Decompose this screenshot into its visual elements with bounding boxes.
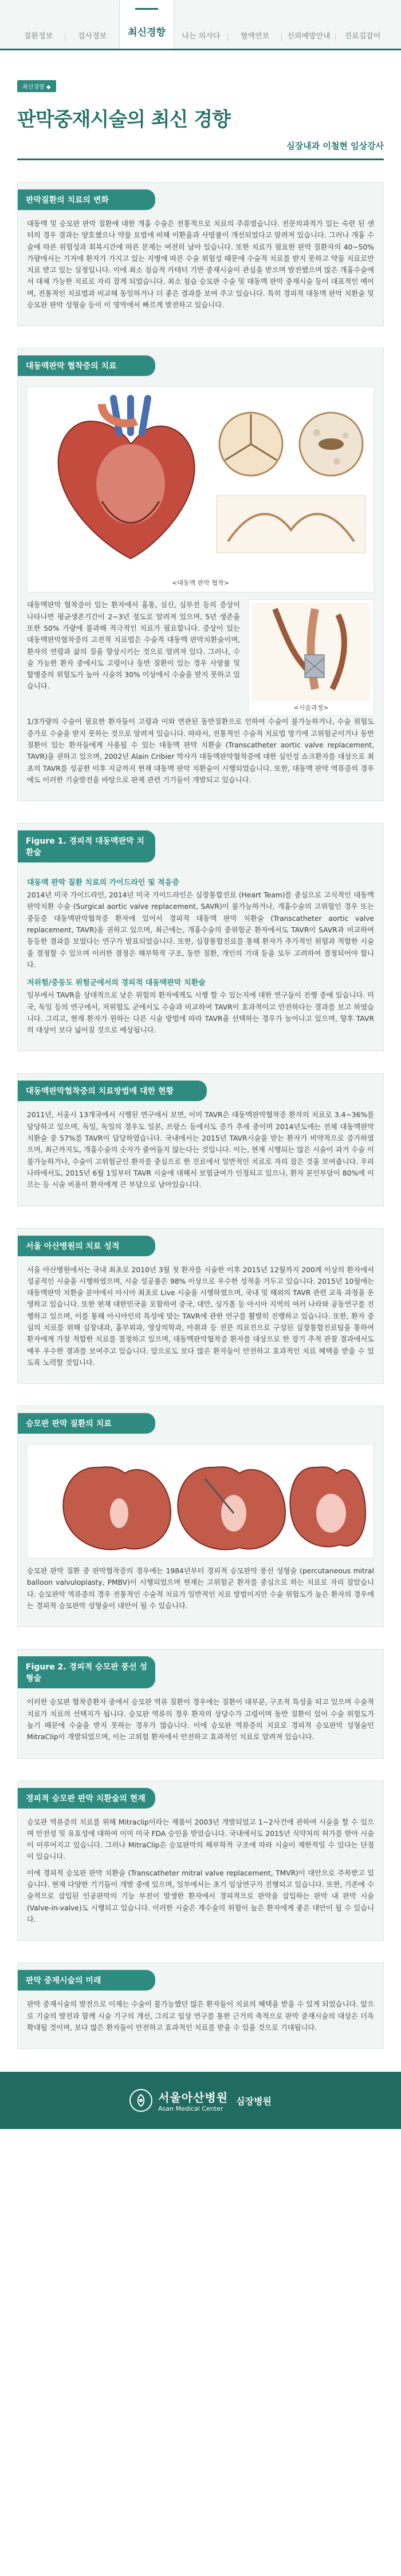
tab-disease-info[interactable]	[11, 0, 65, 49]
paragraph: 일부에서 TAVR을 상대적으로 낮은 위험의 환자에게도 시행 할 수 있는지에 대한 연구들이 진행 중에 있습니다. 미국, 독일 등의 연구에서, 저위험도 군에서도 수술과 비교하여 TAVR이 효과적이고 안전하다는 결과를 보고 하였습니다. 그리고, 현재 환자가 원하는 다른 시술 방법에 따라 TAVR을 선택하는 경우가 늘어나고 있으며, 향후 TAVR의 대상이 보다 넓어질 것으로 예상됩니다.	[27, 991, 374, 1035]
page-title: 판막중재시술의 최신 경향	[17, 108, 230, 131]
hospital-name: 서울아산병원	[158, 2091, 229, 2105]
paragraph: 1/3가량의 수술이 필요한 환자들이 고령과 이와 연관된 동반질환으로 인하여 수술이 불가능하거나, 수술 위험도 증가로 수술을 받지 못하는 것으로 알려져 있습니다. 따라서, 전통적인 수술적 치료법 방기에 고위험군이거나 동반질환이 있는 환자들에게 사용될 수 있는 대동맥 판막 치환술 (Transcatheter aortic valve replacement, TAVR)을 권하고 있으며, 2002년 Alain Cribier 박사가 대동맥판막협착증에 대한 심인성 쇼크환자를 대상으로 최초의 TAVR를 성공한 이후 지금까지 현재 대동맥 판막 치환술이 시행되었습니다. 또한, 대동맥 판막 역류증의 경우에도 이러한 기술발전을 바탕으로 판제 관련 기기들이 개발되고 있습니다.	[27, 718, 374, 784]
tab-blood-report[interactable]	[228, 0, 282, 49]
section-aortic-stenosis	[17, 348, 384, 801]
mitral-valve-figure	[27, 1444, 374, 1558]
section-heading: Figure 1. 경피적 대동맥판막 치환술	[18, 830, 155, 862]
department-name: 심장병원	[236, 2095, 272, 2107]
section-heading: 경피적 승모판 판막 치환술의 현재	[18, 1788, 155, 1809]
paragraph: 서울 아산병원에서는 국내 최초로 2010년 3월 첫 환자를 시술한 이후 2015년 12월까지 200례 이상의 환자에서 성공적인 시술을 시행하였으며, 시술 성공률은 98% 이상으로 우수한 성적을 거두고 있습니다. 2015년 10월에는 대동맥판막 치환술 분야에서 아시아 최초로 Live 시술을 시행하였으며, 국내 및 해외의 TAVR 관련 교육 과정을 운영하고 있습니다. 또한 현재 대한민국을 포함하여 중국, 대만, 싱가폴 등 아시아 지역의 여러 나라와 공동연구를 진행하고 있으며, 이를 통해 아시아인의 특성에 맞는 TAVR에 관한 연구를 활발히 진행하고 있습니다. 또한, 환자 중심의 치료를 위해 심장내과, 흉부외과, 영상의학과, 마취과 등 전문 의료진으로 구성된 심장통합진료팀을 통하여 환자에게 가장 적합한 치료를 결정하고 있으며, 대동맥판막협착증 환자를 대상으로 한 장기 추적 관찰 결과에서도 매우 우수한 결과를 보여주고 있습니다. 앞으로도 보다 많은 환자들이 안전하고 효과적인 치료 혜택을 받을 수 있도록 노력할 것입니다.	[27, 1265, 374, 1367]
paragraph: 승모판 역류증의 치료를 위해 Mitraclip이라는 제품이 2003년 개발되었고 1~2사건에 관하여 시술을 할 수 있으며 안전성 및 유효성에 대하여 이미 미국 FDA 승인을 받았습니다. 국내에서도 2015년 식약처의 허가를 받아 시술이 이루어지고 있습니다. 그러나 MitraClip은 승모판막의 해부학적 구조에 따라 시술이 제한적일 수 있다는 단점이 있습니다.	[27, 1818, 374, 1861]
section-heading: 대동맥판막 협착증의 치료	[18, 355, 155, 376]
section-heading: 판막질환의 치료의 변화	[18, 189, 155, 210]
mitral-balloon-illustration	[27, 1445, 375, 1558]
hospital-name-block	[158, 2088, 228, 2112]
tab-label: 신뢰예방안내	[287, 32, 331, 41]
title-divider	[17, 159, 384, 160]
hospital-logo-icon	[129, 2089, 152, 2112]
paragraph: 2011년, 서울시 13개국에서 시행된 연구에서 보면, 이미 TAVR은 대동맥판막협착증 환자의 치료로 3.4~36%를 담당하고 있으며, 독일, 독일의 경우도 일본, 프랑스 등에서도 증가 추세 중이며 2014년도에는 전체 대동맥판막 치환술 중 57%를 TAVR이 담당하였습니다. 국내에서는 2015년 TAVR시술을 받는 환자가 비약적으로 증가하였으며, 최근까지도, 개흉수술의 숫자가 줄어들지 않는다는 것입니다. 이는, 현재 시행되는 많은 시술이 과거 수술 이 불가능하거나, 수술이 고위험군인 환자를 중심으로 한 진료에서 일반적인 치료로 자리 잡은 것을 보여줍니다. 우리나라에서도, 2015년 6월 1일부터 TAVR 시술에 대해서 보험급여가 인정되고 있으나, 환자 본인부담이 80%에 이르는 등 시술 비용이 환자에게 큰 부담으로 남아있습니다.	[27, 1111, 374, 1189]
footer	[0, 2072, 401, 2129]
section-heading: 판막 중재시술의 미래	[18, 1970, 155, 1991]
section-figure2	[17, 1649, 384, 1758]
tab-label: 나는 의사다	[182, 32, 221, 41]
tab-prevention[interactable]	[282, 0, 336, 49]
tab-label: 질환정보	[23, 32, 53, 41]
procedure-figure	[248, 599, 374, 716]
author-line: 심장내과 이철현 임상강사	[286, 141, 384, 151]
section-heading: 승모판 판막 질환의 치료	[18, 1413, 155, 1434]
paragraph: 이러한 승모판 협착증환자 중에서 승모판 역류 질환이 경우에는 질환이 대부분, 구조적 특성을 띠고 있으며 수술적 치료가 치료의 선택지가 됩니다. 승모판 역류의 경우 환자의 상당수가 고령이며 동반 질환이 있어 수술 위험도가 높기 때문에 수술을 받지 못하는 경우가 많습니다. 이에 승모판 역류증의 치료로 경피적 승모판막 성형술인 MitraClip이 개발되었으며, 이는 고위험 환자에서 안전하고 효과적인 치료로 알려져 있습니다.	[27, 1698, 374, 1742]
tab-label: 검사정보	[77, 32, 107, 41]
paragraph: 승모판 판막 질환 중 판막협착증의 경우에는 1984년부터 경피적 승모판막 풍선 성형술 (percutaneous mitral balloon valvuloplasty, PMBV)이 시행되었으며 현재는 고위험군 환자를 중심으로 하는 치료로 자리 잡았습니다. 승모판막 역류증의 경우 전통적인 수술적 치료가 일반적인 치료 방법이지만 수술 위험도가 높은 환자의 경우에는 경피적 승모판막 성형술이 대안이 될 수 있습니다.	[27, 1567, 374, 1611]
section-treatment-status	[17, 1073, 384, 1206]
heart-valve-illustration	[27, 387, 376, 576]
section-mitral-disease	[17, 1406, 384, 1627]
catheter-procedure-illustration	[252, 603, 370, 701]
tab-label: 혈액연보	[240, 32, 270, 41]
tab-test-info[interactable]	[65, 0, 119, 49]
paragraph: 대동맥 및 승모판 판막 질환에 대한 개흉 수술은 전통적으로 치료의 주류였습니다. 전문의과적가 있는 숙련 된 센터의 경우 결과는 양호했으나 약물 요법에 비해 이환율과 사망률이 개선되었다고 알려져 있습니다. 그러나 개흉 수술에 따른 위험성과 회복시간에 따른 문제는 여전히 남아 있습니다. 또한 치료가 필요한 판막 질환자의 40~50% 가량에서는 기저에 환자가 가지고 있는 지병에 따른 수술 위험성 때문에 수술적 치료를 받지 못하고 약물 치료로만 치료 받고 있는 실정입니다. 이에 최소 침습적 카테터 기반 중재시술이 관심을 받으며 발전했으며 많은 개흉수술에서 대체 가능한 치료로 자리 잡게 되었습니다. 최소 침습 승모판 수술 및 대동맥 판막 중재시술 등이 대표적인 예이며, 전통적인 치료법과 비교해 동일하거나 더 좋은 결과를 보여 주고 있습니다. 특히 경피적 대동맥 판막 치환술 및 승모판 판막 성형술 등이 이 영역에서 빠르게 발전하고 있습니다.	[27, 220, 374, 310]
paragraph: 판막 중재시술의 발전으로 이제는 수술이 불가능했던 많은 환자들이 치료의 혜택을 받을 수 있게 되었습니다. 앞으로 기술의 발전과 함께 시술 기구의 개선, 그리고 임상 연구를 통한 근거의 축적으로 판막 중재시술의 대상은 더욱 확대될 것이며, 보다 많은 환자들이 안전하고 효과적인 치료를 받을 수 있을 것으로 기대됩니다.	[27, 2000, 374, 2032]
aortic-stenosis-figure	[27, 386, 374, 592]
paragraph: 2014년 미국 가이드라인, 2014년 미국 가이드라인은 심장통합진료 (Heart Team)를 중심으로 고식적인 대동맥판막치환 수술 (Surgical aortic valve replacement, SAVR)이 불가능하거나, 개흉수술의 고위험인 경우 또는 중등증 대동맥판막협착증 환자에 있어서 경피적 대동맥 판막 치환술 (Transcatheter aortic valve replacement, TAVR)을 권하고 있으며, 최근에는, 개흉수술의 중위험군 환자에서도 TAVR이 SAVR과 비교하여 동등한 결과를 보였다는 연구가 발표되었습니다. 또한, 심장통합진료를 통해 환자가 추가적인 위험과 적합한 시술을 결정할 수 있으며 이러한 결정은 해부학적 구조, 동반 질환, 개인의 기대 등을 모두 고려하여 결정되어야 합니다.	[27, 891, 374, 969]
category-badge: 최신경향 ◆	[17, 80, 56, 92]
top-navigation	[0, 0, 401, 50]
section-heading: Figure 2. 경피적 승모판 풍선 성형술	[18, 1656, 155, 1688]
tab-care-guide[interactable]	[336, 0, 390, 49]
tab-i-am-doctor[interactable]	[174, 0, 228, 49]
article	[0, 50, 401, 2049]
section-heading: 대동맥판막협착증의 치료방법에 대한 현황	[18, 1081, 207, 1101]
section-figure1	[17, 823, 384, 1051]
paragraph: 대동맥판막 협착증이 있는 환자에서 흉통, 실신, 심부전 등의 증상이 나타나면 평균생존기간이 2~3년 정도로 알려져 있으며, 5년 생존율 또한 50% 가량에 불과해 적극적인 치료가 필요합니다. 증상이 있는 대동맥판막협착증의 고전적 치료법은 수술적 대동맥 판막치환술이며, 환자의 연령과 삶의 질을 향상시키는 것으로 알려져 있다. 그러나, 수술 가능한 환자 중에서도 고령이나 동반 질환이 있는 경우 사망률 및 합병증의 위험도가 높아 시술의 30% 이상에서 수술을 받지 못하고 있습니다.	[27, 601, 240, 691]
tab-latest-trends[interactable]	[119, 0, 174, 49]
subheading: 저위험/중등도 위험군에서의 경피적 대동맥판막 치환술	[27, 979, 206, 988]
hospital-name-en: Asan Medical Center	[158, 2105, 223, 2113]
figure-caption: <시술과정>	[293, 704, 329, 712]
section-tmvr-current	[17, 1780, 384, 1941]
section-asan-results	[17, 1228, 384, 1384]
subheading: 대동맥 판막 질환 치료의 가이드라인 및 적응증	[27, 879, 179, 888]
paragraph: 이에 경피적 승모판 판막 치환술 (Transcatheter mitral valve replacement, TMVR)이 대안으로 주목받고 있습니다. 현재 다양한 기기들이 개발 중에 있으며, 일부에서는 초기 임상연구가 진행되고 있습니다. 또한, 기존에 수술적으로 삽입된 인공판막의 기능 부전이 발생한 환자에서 경피적으로 판막을 삽입하는 판막 내 판막 시술 (Valve-in-valve)도 시행되고 있습니다. 이러한 시술은 재수술의 위험이 높은 환자에게 좋은 대안이 될 수 있습니다.	[27, 1869, 374, 1924]
tab-label: 최신경향	[128, 27, 166, 38]
figure-caption: <대동맥 판막 협착>	[172, 579, 229, 587]
tab-label: 진료길잡이	[344, 32, 381, 41]
section-future	[17, 1962, 384, 2049]
section-heading: 서울 아산병원의 치료 성적	[18, 1236, 155, 1256]
section-treatment-change	[17, 182, 384, 326]
